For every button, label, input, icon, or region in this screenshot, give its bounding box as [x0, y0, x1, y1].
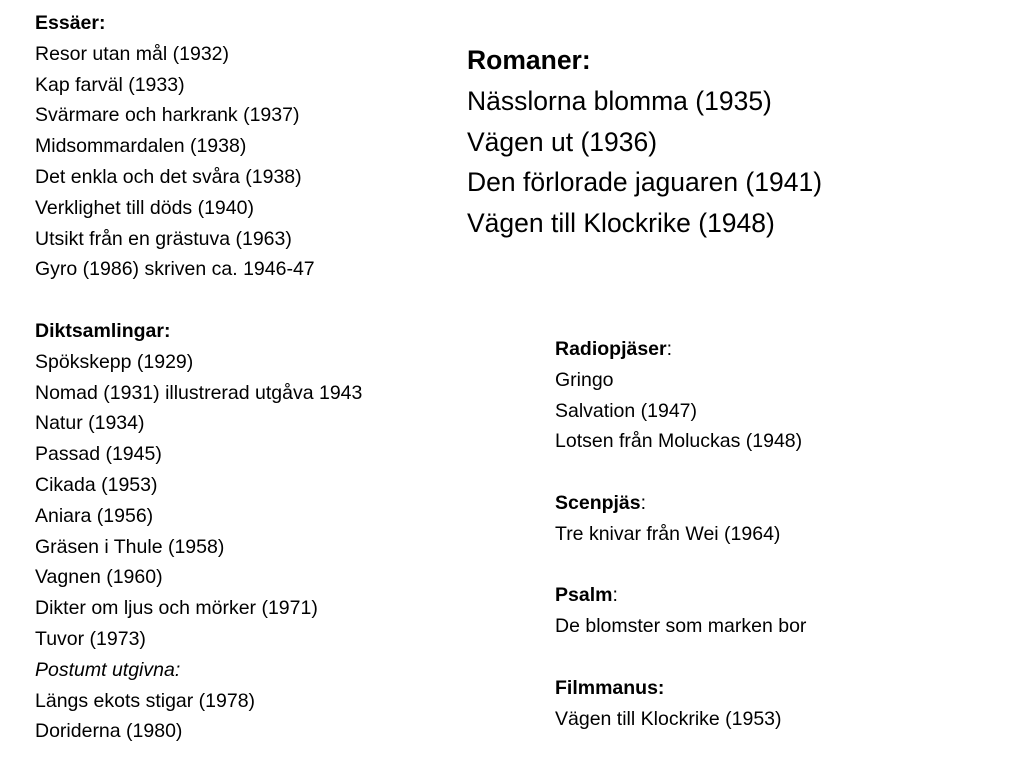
diktsamling-item: Tuvor (1973): [35, 627, 146, 650]
essaer-item: Kap farväl (1933): [35, 73, 185, 96]
filmmanus-item: Vägen till Klockrike (1953): [555, 707, 782, 730]
scenpjas-colon: :: [640, 491, 647, 514]
psalm-colon: :: [612, 584, 618, 607]
radiopjaser-colon: :: [666, 338, 673, 360]
roman-item: Den förlorade jaguaren (1941): [467, 167, 823, 198]
essaer-item: Svärmare och harkrank (1937): [35, 104, 300, 127]
essaer-heading: Essäer:: [35, 12, 106, 34]
section-spacer: [35, 285, 362, 316]
psalm-item: De blomster som marken bor: [555, 615, 807, 638]
diktsamling-item: Spökskepp (1929): [35, 350, 194, 373]
radiopjaser-heading-line: [555, 334, 806, 365]
diktsamling-item: Aniara (1956): [35, 504, 154, 527]
diktsamling-item: Dikter om ljus och mörker (1971): [35, 597, 318, 620]
diktsamlingar-heading: Diktsamlingar:: [35, 319, 171, 342]
radiopjas-item: Salvation (1947): [555, 399, 698, 422]
section-spacer: [555, 642, 806, 673]
essaer-item: Gyro (1986) skriven ca. 1946-47: [35, 258, 315, 281]
essaer-item: Midsommardalen (1938): [35, 135, 247, 158]
right-column: [555, 334, 806, 734]
filmmanus-heading: Filmmanus:: [555, 676, 665, 699]
essaer-item: Det enkla och det svåra (1938): [35, 165, 302, 188]
diktsamling-item: Passad (1945): [35, 443, 162, 466]
diktsamling-item: Cikada (1953): [35, 473, 158, 496]
left-column: [35, 8, 362, 747]
roman-item: Vägen ut (1936): [467, 126, 658, 157]
essaer-item: Resor utan mål (1932): [35, 42, 230, 65]
roman-item: Nässlorna blomma (1935): [467, 85, 772, 116]
psalm-heading-line: [555, 580, 806, 611]
roman-item: Vägen till Klockrike (1948): [467, 208, 775, 239]
psalm-heading: Psalm: [555, 584, 613, 607]
diktsamling-item: Gräsen i Thule (1958): [35, 535, 225, 558]
essaer-item: Verklighet till döds (1940): [35, 196, 254, 219]
diktsamling-item: Vagnen (1960): [35, 566, 163, 589]
romaner-heading: Romaner:: [467, 45, 591, 75]
scenpjas-heading: Scenpjäs: [555, 491, 641, 514]
diktsamling-item: Natur (1934): [35, 412, 145, 435]
diktsamling-item: Nomad (1931) illustrerad utgåva 1943: [35, 381, 363, 404]
posthumous-item: Längs ekots stigar (1978): [35, 689, 256, 712]
radiopjas-item: Lotsen från Moluckas (1948): [555, 430, 803, 453]
romaner-section: [467, 40, 822, 244]
posthumous-label: Postumt utgivna:: [35, 658, 181, 681]
radiopjaser-heading: Radiopjäser: [555, 338, 667, 360]
essaer-item: Utsikt från en grästuva (1963): [35, 227, 292, 250]
radiopjas-item: Gringo: [555, 368, 614, 391]
section-spacer: [555, 550, 806, 581]
section-spacer: [555, 457, 806, 488]
scenpjas-heading-line: [555, 488, 806, 519]
posthumous-item: Doriderna (1980): [35, 720, 183, 743]
scenpjas-item: Tre knivar från Wei (1964): [555, 522, 781, 545]
